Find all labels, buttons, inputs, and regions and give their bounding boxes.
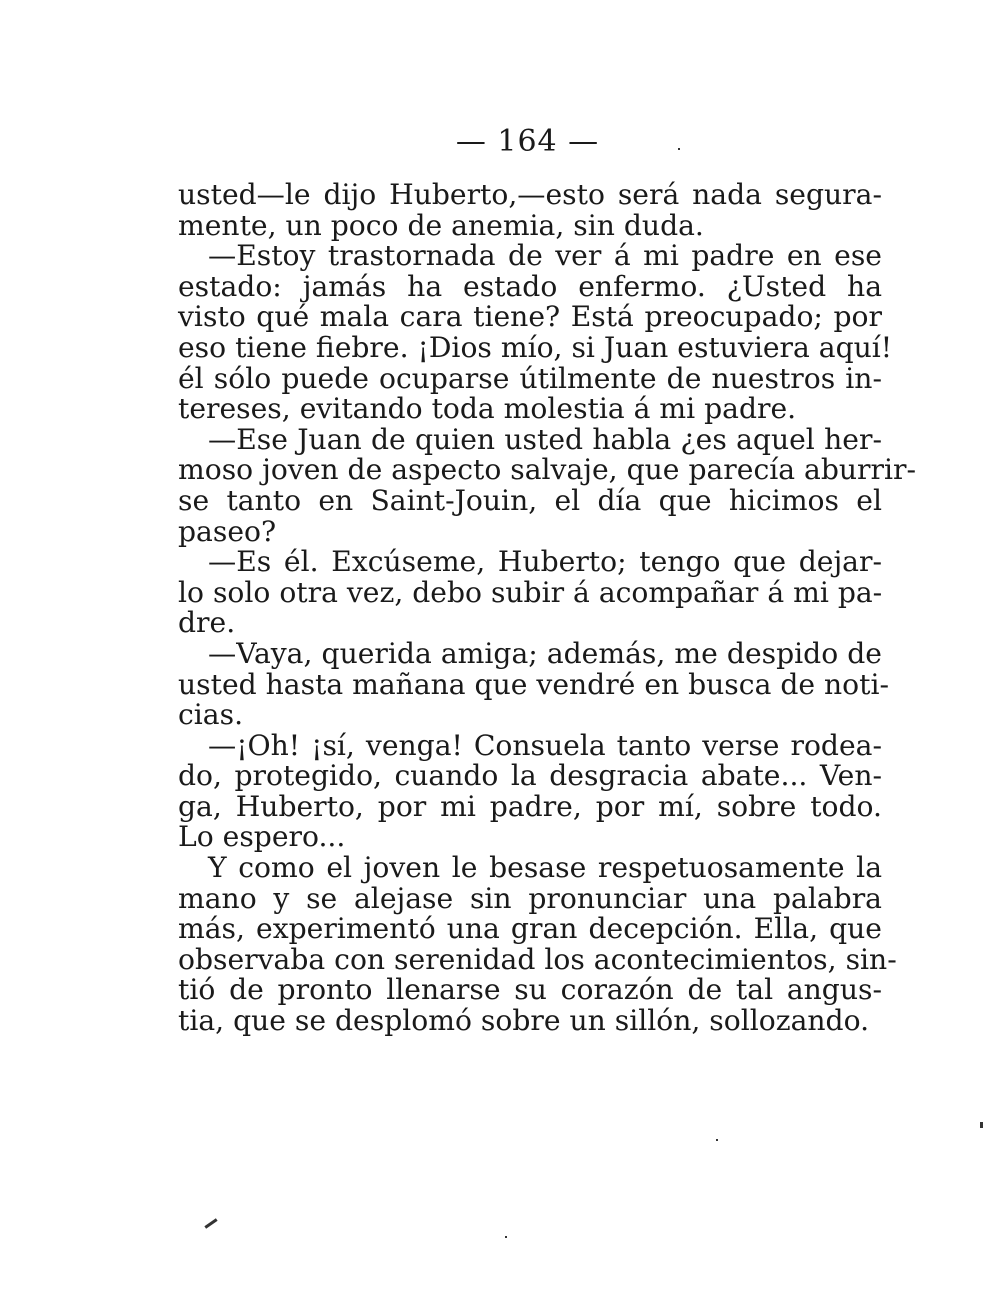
ink-speck [204,1218,217,1228]
text-line: mano y se alejase sin pronunciar una palabra [178,881,882,915]
text-line: tia, que se desplomó sobre un sillón, sollozando. [178,1004,870,1038]
text-line: —¡Oh! ¡sí, venga! Consuela tanto verse rodea- [208,728,882,762]
text-line: Lo espero... [178,820,346,854]
text-line: —Estoy trastornada de ver á mi padre en ese [208,239,882,273]
text-line: lo solo otra vez, debo subir á acompañar á mi pa- [178,575,883,609]
text-line: mente, un poco de anemia, sin duda. [178,208,704,242]
body-text [178,178,916,1038]
text-line: moso joven de aspecto salvaje, que parecía aburrir- [178,453,916,487]
text-line: observaba con serenidad los acontecimientos, sin- [178,942,897,976]
page-number: — 164 — [455,124,600,159]
text-line: usted—le dijo Huberto,—esto será nada segura- [178,178,882,211]
text-line: Y como el joven le besase respetuosamente la [208,851,882,885]
text-line: se tanto en Saint-Jouin, el día que hicimos el [178,483,882,517]
ink-speck [716,1139,718,1141]
text-line: dre. [178,606,236,640]
text-line: —Ese Juan de quien usted habla ¿es aquel her- [208,422,882,456]
text-line: usted hasta mañana que vendré en busca de noti- [178,667,890,701]
ink-speck [505,1236,507,1238]
text-line: tereses, evitando toda molestia á mi padre. [178,392,797,426]
ink-speck [678,148,680,150]
text-line: cias. [178,698,244,732]
text-line: estado: jamás ha estado enfermo. ¿Usted ha [178,269,882,303]
text-line: ga, Huberto, por mi padre, por mí, sobre todo. [178,789,882,823]
text-line: do, protegido, cuando la desgracia abate... Ven- [178,759,882,793]
text-line: visto qué mala cara tiene? Está preocupado; por [178,300,882,334]
text-line: él sólo puede ocuparse útilmente de nuestros in- [178,361,882,395]
text-line: tió de pronto llenarse su corazón de tal angus- [178,973,882,1007]
text-line: paseo? [178,514,277,548]
ink-speck [980,1122,983,1128]
text-line: eso tiene fiebre. ¡Dios mío, si Juan estuviera aquí! [178,330,893,364]
text-line: —Es él. Excúseme, Huberto; tengo que dejar- [208,545,882,579]
text-line: —Vaya, querida amiga; además, me despido de [208,636,882,670]
text-line: más, experimentó una gran decepción. Ella, que [178,912,882,946]
